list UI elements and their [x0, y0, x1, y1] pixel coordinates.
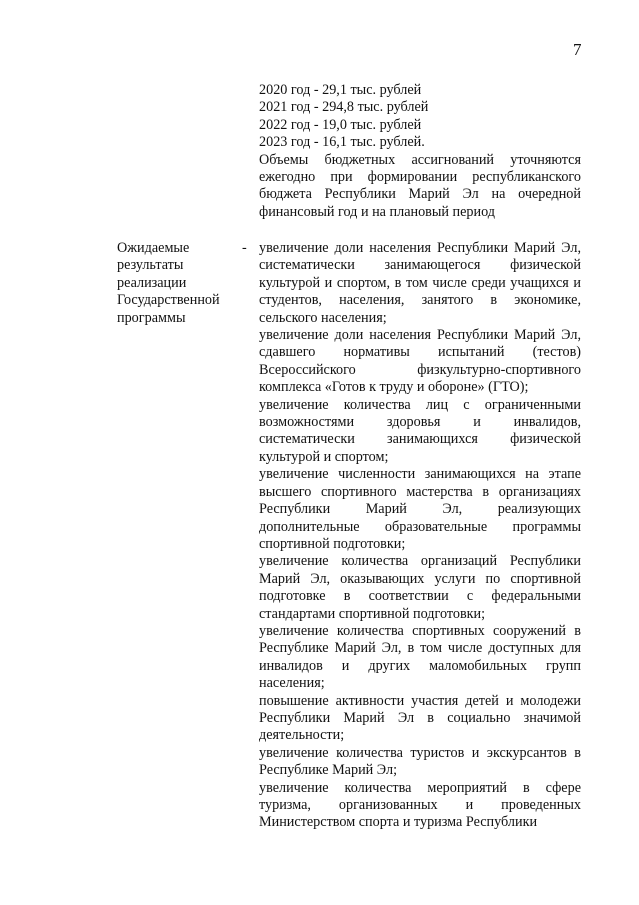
result-item: увеличение количества лиц с ограниченными возможностями здоровья и инвалидов, систематически занимающихся физической культурой и спортом;	[259, 396, 581, 465]
funding-year-2022: 2022 год - 19,0 тыс. рублей	[259, 116, 422, 133]
result-item: увеличение количества мероприятий в сфере туризма, организованных и проведенных Министерством спорта и туризма Республики	[259, 779, 581, 831]
label-dash: -	[242, 240, 247, 256]
result-item: увеличение количества организаций Республики Марий Эл, оказывающих услуги по спортивной подготовке в соответствии с федеральными стандартами спортивной подготовки;	[259, 553, 581, 622]
result-item: увеличение доли населения Республики Марий Эл, систематически занимающегося физической культурой и спортом, в том числе среди учащихся и студентов, населения, занятого в экономике, сельского населения;	[259, 240, 581, 326]
section-label-line: реализации	[117, 274, 187, 291]
section-label-line: программы	[117, 309, 186, 326]
page-number: 7	[573, 40, 582, 59]
result-item: увеличение количества спортивных сооружений в Республике Марий Эл, в том числе доступных для инвалидов и других маломобильных групп населения;	[259, 622, 581, 692]
result-item: увеличение численности занимающихся на этапе высшего спортивного мастерства в организациях Республики Марий Эл, реализующих дополнительные образовательные программы спортивной подготовки;	[259, 466, 581, 552]
result-item: повышение активности участия детей и молодежи Республики Марий Эл в социально значимой деятельности;	[259, 692, 581, 744]
section-label-line: Государственной	[117, 292, 220, 309]
funding-block	[259, 82, 581, 221]
section-label-line: Ожидаемые	[117, 240, 190, 256]
funding-year-2021: 2021 год - 294,8 тыс. рублей	[259, 99, 429, 116]
result-item: увеличение количества туристов и экскурсантов в Республике Марий Эл;	[259, 744, 581, 779]
section-label-line: результаты	[117, 257, 184, 274]
funding-year-2020: 2020 год - 29,1 тыс. рублей	[259, 82, 422, 98]
funding-year-2023: 2023 год - 16,1 тыс. рублей.	[259, 134, 425, 151]
section-label	[117, 240, 237, 327]
funding-note: Объемы бюджетных ассигнований уточняются ежегодно при формировании республиканского бюджета Республики Марий Эл на очередной финансовый год и на плановый период	[259, 151, 581, 220]
expected-results-list	[259, 240, 581, 832]
result-item: увеличение доли населения Республики Марий Эл, сдавшего нормативы испытаний (тестов) Всероссийского физкультурно-спортивного комплекса «Готов к труду и обороне» (ГТО);	[259, 327, 581, 396]
